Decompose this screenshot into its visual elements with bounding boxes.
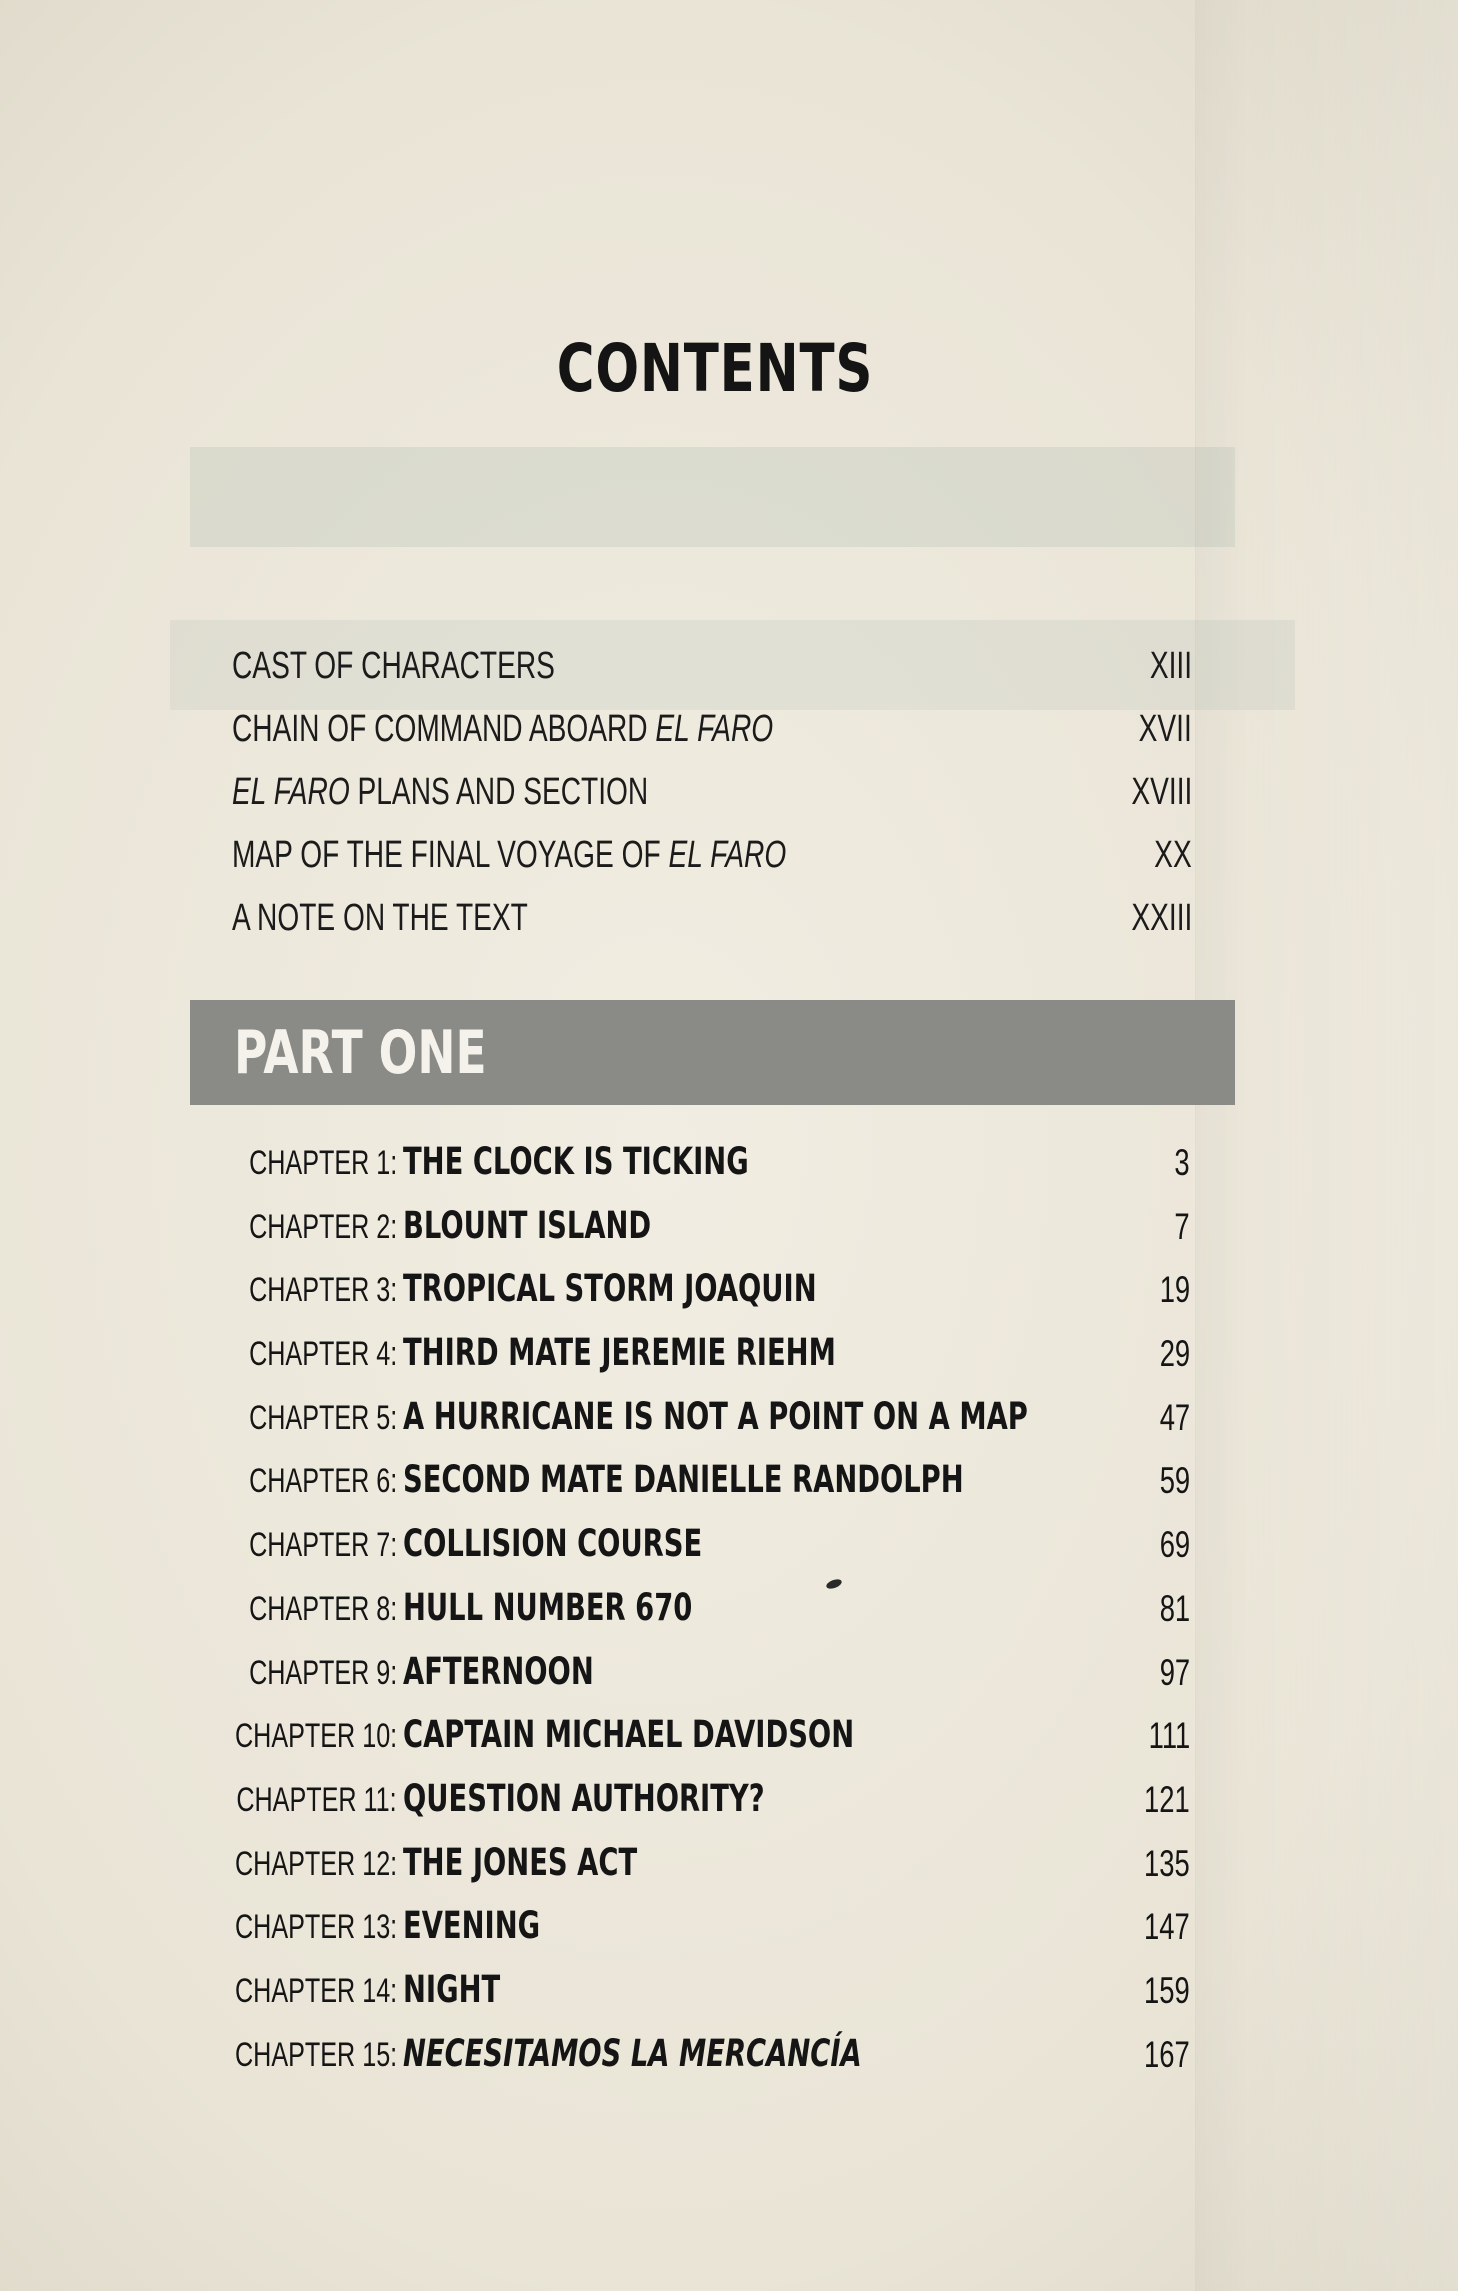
chapter-entry bbox=[0, 1202, 1458, 1266]
front-matter-item bbox=[232, 645, 1192, 708]
page-number: XIII bbox=[1149, 645, 1192, 687]
page-number: 29 bbox=[1159, 1333, 1190, 1375]
chapter-number: CHAPTER 9: bbox=[248, 1653, 397, 1692]
page-number: 97 bbox=[1159, 1651, 1190, 1693]
chapter-entry bbox=[0, 1648, 1458, 1712]
show-through-band bbox=[190, 447, 1235, 547]
front-matter-list bbox=[232, 645, 1192, 960]
chapter-number: CHAPTER 11: bbox=[236, 1780, 397, 1819]
label-fragment: CAST OF CHARACTERS bbox=[232, 645, 555, 687]
front-matter-item bbox=[232, 897, 1192, 960]
front-matter-label bbox=[232, 834, 786, 877]
page-number: XVII bbox=[1138, 708, 1192, 750]
page-number: 167 bbox=[1144, 2033, 1190, 2075]
chapter-title: HULL NUMBER 670 bbox=[403, 1585, 693, 1629]
front-matter-label bbox=[232, 897, 528, 940]
label-fragment: A NOTE ON THE TEXT bbox=[232, 897, 528, 939]
chapter-number: CHAPTER 1: bbox=[248, 1144, 397, 1182]
chapter-entry bbox=[0, 1839, 1458, 1903]
chapter-title: A HURRICANE IS NOT A POINT ON A MAP bbox=[403, 1394, 1028, 1438]
chapter-entry bbox=[0, 1456, 1458, 1520]
chapter-entry bbox=[0, 1520, 1458, 1584]
page-number: 135 bbox=[1144, 1842, 1190, 1884]
chapter-number: CHAPTER 10: bbox=[234, 1717, 397, 1756]
page-number: 81 bbox=[1159, 1587, 1190, 1629]
page-number: 69 bbox=[1159, 1524, 1190, 1566]
chapter-number: CHAPTER 2: bbox=[248, 1207, 397, 1246]
chapter-number: CHAPTER 12: bbox=[234, 1844, 397, 1883]
label-fragment: CHAIN OF COMMAND ABOARD bbox=[232, 708, 656, 750]
front-matter-label bbox=[232, 645, 555, 688]
chapter-number: CHAPTER 3: bbox=[248, 1271, 397, 1310]
chapter-title: THE CLOCK IS TICKING bbox=[403, 1140, 749, 1183]
chapter-entry bbox=[0, 1902, 1458, 1966]
chapter-title: EVENING bbox=[403, 1904, 541, 1948]
page-number: XXIII bbox=[1131, 897, 1192, 939]
page-number: 7 bbox=[1174, 1205, 1190, 1247]
chapter-title: QUESTION AUTHORITY? bbox=[403, 1776, 765, 1820]
page-number: 19 bbox=[1159, 1269, 1190, 1311]
label-fragment: MAP OF THE FINAL VOYAGE OF bbox=[232, 834, 669, 876]
chapter-title: THE JONES ACT bbox=[403, 1840, 638, 1884]
page-title: CONTENTS bbox=[556, 330, 874, 407]
chapter-title: NIGHT bbox=[403, 1967, 501, 2011]
chapter-title: TROPICAL STORM JOAQUIN bbox=[403, 1267, 817, 1311]
page-number: XVIII bbox=[1131, 771, 1192, 813]
page-number: 111 bbox=[1148, 1715, 1190, 1757]
chapter-entry bbox=[0, 1584, 1458, 1648]
chapter-title: COLLISION COURSE bbox=[403, 1522, 703, 1566]
page-number: 59 bbox=[1159, 1460, 1190, 1502]
label-fragment: EL FARO bbox=[232, 771, 350, 813]
page-number: 121 bbox=[1144, 1778, 1190, 1820]
label-fragment: PLANS AND SECTION bbox=[349, 771, 649, 813]
chapter-title: NECESITAMOS LA MERCANCÍA bbox=[403, 2031, 862, 2075]
chapter-entry bbox=[0, 2030, 1458, 2094]
chapter-entry bbox=[0, 1393, 1458, 1457]
chapter-entry bbox=[0, 1775, 1458, 1839]
label-fragment: EL FARO bbox=[668, 834, 787, 876]
chapter-number: CHAPTER 7: bbox=[248, 1526, 397, 1565]
chapter-title: THIRD MATE JEREMIE RIEHM bbox=[403, 1331, 836, 1375]
chapter-number: CHAPTER 5: bbox=[248, 1398, 397, 1437]
chapter-number: CHAPTER 15: bbox=[234, 2035, 397, 2074]
page-number: 159 bbox=[1144, 1969, 1190, 2011]
page-number: 147 bbox=[1144, 1906, 1190, 1948]
front-matter-label bbox=[232, 771, 648, 814]
front-matter-item bbox=[232, 834, 1192, 897]
chapter-title: SECOND MATE DANIELLE RANDOLPH bbox=[403, 1458, 964, 1502]
front-matter-item bbox=[232, 771, 1192, 834]
chapter-title: BLOUNT ISLAND bbox=[403, 1203, 652, 1247]
page-number: 47 bbox=[1159, 1396, 1190, 1438]
chapter-number: CHAPTER 14: bbox=[234, 1971, 397, 2010]
chapter-number: CHAPTER 13: bbox=[234, 1908, 397, 1947]
part-label: PART ONE bbox=[234, 1018, 487, 1088]
chapter-title: AFTERNOON bbox=[403, 1649, 594, 1693]
chapter-entry bbox=[0, 1265, 1458, 1329]
chapter-entry bbox=[0, 1329, 1458, 1393]
front-matter-item bbox=[232, 708, 1192, 771]
front-matter-label bbox=[232, 708, 773, 751]
chapter-entry bbox=[0, 1711, 1458, 1775]
chapter-number: CHAPTER 4: bbox=[248, 1335, 397, 1374]
chapter-entry bbox=[0, 1966, 1458, 2030]
part-banner bbox=[190, 1000, 1235, 1105]
chapter-number: CHAPTER 8: bbox=[248, 1589, 397, 1628]
chapter-number: CHAPTER 6: bbox=[248, 1462, 397, 1501]
page-number: XX bbox=[1154, 834, 1192, 876]
page-number: 3 bbox=[1174, 1142, 1190, 1183]
label-fragment: EL FARO bbox=[655, 708, 774, 750]
chapter-list bbox=[0, 1138, 1458, 2093]
chapter-title: CAPTAIN MICHAEL DAVIDSON bbox=[403, 1713, 855, 1757]
chapter-entry bbox=[0, 1138, 1458, 1202]
